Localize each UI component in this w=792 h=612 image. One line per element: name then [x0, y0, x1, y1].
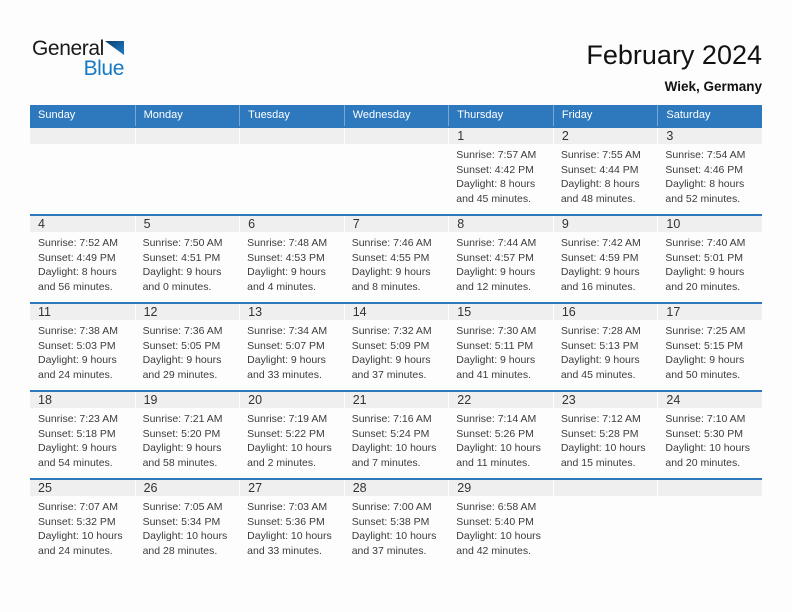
day-cell: [657, 128, 762, 214]
day-number-strip: [30, 304, 135, 320]
day-details: [30, 496, 135, 558]
sunrise-text: Sunrise: 7:46 AM: [351, 237, 432, 249]
sunset-text: Sunset: 4:57 PM: [456, 251, 534, 264]
sunrise-text: Sunrise: 7:07 AM: [38, 501, 118, 513]
day-cell: [553, 304, 658, 390]
sunset-text: Sunset: 5:03 PM: [38, 339, 116, 352]
day-number: 13: [248, 305, 263, 319]
daylight-text: Daylight: 9 hours and 37 minutes.: [351, 354, 431, 381]
sunrise-text: Sunrise: 7:54 AM: [665, 149, 746, 161]
daylight-text: Daylight: 9 hours and 4 minutes.: [247, 266, 326, 293]
day-cell: [344, 480, 449, 566]
day-number-strip: [344, 128, 449, 144]
day-number-strip: [135, 480, 240, 496]
day-number: 16: [561, 305, 576, 319]
sunset-text: Sunset: 5:22 PM: [247, 427, 325, 440]
logo-text-general: General: [32, 37, 104, 60]
day-number-strip: [239, 304, 344, 320]
day-details: [553, 144, 658, 206]
day-number: 17: [666, 305, 681, 319]
sunset-text: Sunset: 4:59 PM: [560, 251, 639, 264]
day-details: [344, 496, 449, 558]
daylight-text: Daylight: 9 hours and 29 minutes.: [142, 354, 222, 381]
day-cell: [344, 304, 449, 390]
sunrise-text: Sunrise: 7:32 AM: [351, 325, 432, 337]
sunrise-text: Sunrise: 7:52 AM: [38, 237, 118, 249]
day-details: [135, 232, 240, 294]
day-cell: [30, 128, 135, 214]
day-number-strip: [448, 304, 553, 320]
sunset-text: Sunset: 5:36 PM: [247, 515, 325, 528]
daylight-text: Daylight: 9 hours and 58 minutes.: [142, 442, 222, 469]
daylight-text: Daylight: 10 hours and 42 minutes.: [456, 530, 541, 557]
sunrise-text: Sunrise: 7:48 AM: [247, 237, 328, 249]
sunrise-text: Sunrise: 7:10 AM: [665, 413, 746, 425]
daylight-text: Daylight: 10 hours and 2 minutes.: [247, 442, 332, 469]
day-number-strip: [30, 480, 135, 496]
day-cell: [448, 128, 553, 214]
day-number: 23: [561, 393, 576, 407]
day-cell: [657, 304, 762, 390]
day-details: [135, 496, 240, 558]
day-cell: [135, 480, 240, 566]
weekday-header-tuesday: Tuesday: [239, 105, 344, 126]
sunset-text: Sunset: 5:30 PM: [665, 427, 744, 440]
calendar: [30, 105, 762, 566]
day-number: 6: [248, 217, 256, 231]
day-number: 3: [666, 129, 674, 143]
calendar-grid: [30, 126, 762, 566]
daylight-text: Daylight: 9 hours and 20 minutes.: [665, 266, 745, 293]
day-cell: [344, 216, 449, 302]
daylight-text: Daylight: 10 hours and 24 minutes.: [38, 530, 123, 557]
day-details: [448, 144, 553, 206]
logo-wordmark-general: [32, 38, 124, 59]
weekday-header-sunday: Sunday: [38, 109, 76, 121]
sunrise-text: Sunrise: 7:38 AM: [38, 325, 118, 337]
day-number-strip: [553, 392, 658, 408]
page-location: Wiek, Germany: [664, 79, 762, 94]
day-number-strip: [135, 128, 240, 144]
daylight-text: Daylight: 9 hours and 41 minutes.: [456, 354, 536, 381]
sunset-text: Sunset: 5:13 PM: [560, 339, 639, 352]
sunrise-text: Sunrise: 7:00 AM: [351, 501, 432, 513]
sunrise-text: Sunrise: 7:21 AM: [142, 413, 223, 425]
daylight-text: Daylight: 10 hours and 7 minutes.: [351, 442, 437, 469]
daylight-text: Daylight: 9 hours and 50 minutes.: [665, 354, 745, 381]
day-details: [657, 320, 762, 382]
day-details: [344, 144, 449, 148]
sunrise-text: Sunrise: 7:03 AM: [247, 501, 328, 513]
weekday-header-thursday: Thursday: [448, 105, 553, 126]
day-number: 26: [143, 481, 158, 495]
day-details: [657, 232, 762, 294]
sunset-text: Sunset: 5:18 PM: [38, 427, 116, 440]
day-cell: [30, 216, 135, 302]
day-cell: [448, 304, 553, 390]
sunset-text: Sunset: 5:40 PM: [456, 515, 534, 528]
day-number: 7: [352, 217, 360, 231]
day-number-strip: [135, 392, 240, 408]
day-details: [30, 320, 135, 382]
daylight-text: Daylight: 9 hours and 54 minutes.: [38, 442, 117, 469]
daylight-text: Daylight: 9 hours and 12 minutes.: [456, 266, 536, 293]
day-number-strip: [657, 304, 762, 320]
day-details: [30, 144, 135, 148]
sunset-text: Sunset: 5:11 PM: [456, 339, 534, 352]
day-cell: [239, 304, 344, 390]
day-number: 27: [248, 481, 263, 495]
day-details: [657, 496, 762, 500]
day-cell: [448, 392, 553, 478]
daylight-text: Daylight: 9 hours and 33 minutes.: [247, 354, 326, 381]
day-details: [448, 232, 553, 294]
day-details: [239, 232, 344, 294]
daylight-text: Daylight: 9 hours and 0 minutes.: [142, 266, 222, 293]
day-cell: [553, 392, 658, 478]
day-cell: [135, 392, 240, 478]
day-details: [344, 232, 449, 294]
day-number-strip: [239, 216, 344, 232]
weekday-header-row: [30, 105, 762, 126]
sunrise-text: Sunrise: 7:25 AM: [665, 325, 746, 337]
week-row: [30, 390, 762, 478]
day-number: 12: [143, 305, 158, 319]
day-cell: [344, 128, 449, 214]
day-details: [135, 320, 240, 382]
day-details: [135, 144, 240, 148]
day-number-strip: [657, 392, 762, 408]
day-details: [239, 496, 344, 558]
day-number-strip: [553, 128, 658, 144]
day-number: 4: [38, 217, 45, 231]
daylight-text: Daylight: 8 hours and 48 minutes.: [560, 178, 640, 205]
sunset-text: Sunset: 5:05 PM: [142, 339, 221, 352]
sunset-text: Sunset: 4:44 PM: [560, 163, 639, 176]
daylight-text: Daylight: 10 hours and 15 minutes.: [560, 442, 646, 469]
day-number: 15: [457, 305, 472, 319]
day-cell: [135, 216, 240, 302]
weekday-header-saturday: Saturday: [657, 105, 762, 126]
day-details: [30, 232, 135, 294]
sunrise-text: Sunrise: 7:57 AM: [456, 149, 537, 161]
day-number: 10: [666, 217, 681, 231]
sunset-text: Sunset: 4:53 PM: [247, 251, 325, 264]
day-details: [239, 144, 344, 148]
day-cell: [448, 216, 553, 302]
day-number-strip: [657, 480, 762, 496]
weekday-header-monday: Monday: [135, 105, 240, 126]
day-number: 20: [248, 393, 263, 407]
day-cell: [239, 480, 344, 566]
day-number: 19: [143, 393, 158, 407]
logo-triangle-icon: [105, 41, 124, 55]
sunrise-text: Sunrise: 7:14 AM: [456, 413, 537, 425]
day-cell: [553, 480, 658, 566]
sunset-text: Sunset: 4:55 PM: [351, 251, 430, 264]
day-number-strip: [657, 216, 762, 232]
sunrise-text: Sunrise: 7:05 AM: [142, 501, 223, 513]
week-row: [30, 302, 762, 390]
day-details: [239, 320, 344, 382]
day-cell: [135, 128, 240, 214]
day-details: [553, 232, 658, 294]
day-details: [448, 496, 553, 558]
day-cell: [239, 216, 344, 302]
day-number-strip: [239, 128, 344, 144]
daylight-text: Daylight: 9 hours and 24 minutes.: [38, 354, 117, 381]
sunset-text: Sunset: 5:09 PM: [351, 339, 430, 352]
day-cell: [553, 128, 658, 214]
day-cell: [239, 392, 344, 478]
daylight-text: Daylight: 8 hours and 52 minutes.: [665, 178, 745, 205]
sunrise-text: Sunrise: 7:28 AM: [560, 325, 641, 337]
day-details: [448, 408, 553, 470]
day-cell: [30, 392, 135, 478]
day-number-strip: [448, 392, 553, 408]
day-number: 2: [561, 129, 569, 143]
day-number-strip: [30, 392, 135, 408]
day-cell: [553, 216, 658, 302]
day-details: [448, 320, 553, 382]
day-number: 22: [457, 393, 472, 407]
sunset-text: Sunset: 5:26 PM: [456, 427, 534, 440]
sunrise-text: Sunrise: 7:23 AM: [38, 413, 118, 425]
day-number-strip: [553, 480, 658, 496]
day-number: 8: [457, 217, 465, 231]
daylight-text: Daylight: 9 hours and 8 minutes.: [351, 266, 431, 293]
daylight-text: Daylight: 10 hours and 33 minutes.: [247, 530, 332, 557]
weekday-header-wednesday: Wednesday: [344, 105, 449, 126]
day-number: 24: [666, 393, 681, 407]
sunrise-text: Sunrise: 7:36 AM: [142, 325, 223, 337]
day-number: 25: [38, 481, 52, 495]
day-number: 1: [457, 129, 465, 143]
day-details: [553, 320, 658, 382]
day-details: [239, 408, 344, 470]
sunrise-text: Sunrise: 7:19 AM: [247, 413, 328, 425]
day-number: 9: [561, 217, 569, 231]
day-details: [344, 320, 449, 382]
day-cell: [448, 480, 553, 566]
sunset-text: Sunset: 5:07 PM: [247, 339, 325, 352]
day-number-strip: [239, 480, 344, 496]
day-number-strip: [135, 216, 240, 232]
day-cell: [657, 216, 762, 302]
day-cell: [30, 304, 135, 390]
day-number-strip: [344, 216, 449, 232]
daylight-text: Daylight: 8 hours and 56 minutes.: [38, 266, 117, 293]
day-number-strip: [135, 304, 240, 320]
sunset-text: Sunset: 5:28 PM: [560, 427, 639, 440]
day-number-strip: [448, 216, 553, 232]
day-number: 11: [38, 305, 51, 319]
sunset-text: Sunset: 5:20 PM: [142, 427, 221, 440]
sunset-text: Sunset: 5:32 PM: [38, 515, 116, 528]
sunrise-text: Sunrise: 7:50 AM: [142, 237, 223, 249]
sunrise-text: Sunrise: 7:55 AM: [560, 149, 641, 161]
day-number-strip: [553, 216, 658, 232]
day-number-strip: [30, 216, 135, 232]
daylight-text: Daylight: 10 hours and 20 minutes.: [665, 442, 751, 469]
day-details: [135, 408, 240, 470]
day-number: 28: [352, 481, 367, 495]
day-details: [657, 144, 762, 206]
day-cell: [239, 128, 344, 214]
day-number-strip: [30, 128, 135, 144]
day-cell: [135, 304, 240, 390]
day-cell: [30, 480, 135, 566]
sunset-text: Sunset: 5:34 PM: [142, 515, 221, 528]
day-number-strip: [657, 128, 762, 144]
day-details: [657, 408, 762, 470]
day-number-strip: [344, 392, 449, 408]
sunset-text: Sunset: 5:01 PM: [665, 251, 744, 264]
general-blue-logo: [32, 38, 124, 78]
sunrise-text: Sunrise: 7:16 AM: [351, 413, 432, 425]
day-number-strip: [553, 304, 658, 320]
day-number-strip: [344, 480, 449, 496]
weekday-header-friday: Friday: [553, 105, 658, 126]
sunrise-text: Sunrise: 7:12 AM: [560, 413, 641, 425]
sunset-text: Sunset: 5:15 PM: [665, 339, 744, 352]
daylight-text: Daylight: 10 hours and 37 minutes.: [351, 530, 437, 557]
day-details: [30, 408, 135, 470]
daylight-text: Daylight: 8 hours and 45 minutes.: [456, 178, 536, 205]
page-title: February 2024: [586, 40, 762, 70]
sunrise-text: Sunrise: 6:58 AM: [456, 501, 537, 513]
sunrise-text: Sunrise: 7:30 AM: [456, 325, 537, 337]
sunrise-text: Sunrise: 7:34 AM: [247, 325, 328, 337]
day-details: [344, 408, 449, 470]
day-number: 18: [38, 393, 52, 407]
day-number: 14: [352, 305, 367, 319]
day-number-strip: [448, 128, 553, 144]
day-cell: [657, 480, 762, 566]
day-number: 5: [143, 217, 151, 231]
day-details: [553, 408, 658, 470]
day-cell: [344, 392, 449, 478]
sunset-text: Sunset: 5:38 PM: [351, 515, 430, 528]
daylight-text: Daylight: 9 hours and 16 minutes.: [560, 266, 640, 293]
sunset-text: Sunset: 4:51 PM: [142, 251, 221, 264]
sunset-text: Sunset: 4:46 PM: [665, 163, 744, 176]
sunset-text: Sunset: 4:49 PM: [38, 251, 116, 264]
week-row: [30, 478, 762, 566]
day-number-strip: [344, 304, 449, 320]
day-number-strip: [239, 392, 344, 408]
logo-text-blue: Blue: [83, 57, 124, 80]
sunrise-text: Sunrise: 7:44 AM: [456, 237, 537, 249]
daylight-text: Daylight: 10 hours and 28 minutes.: [142, 530, 228, 557]
week-row: [30, 214, 762, 302]
daylight-text: Daylight: 9 hours and 45 minutes.: [560, 354, 640, 381]
sunrise-text: Sunrise: 7:42 AM: [560, 237, 641, 249]
sunset-text: Sunset: 5:24 PM: [351, 427, 430, 440]
sunset-text: Sunset: 4:42 PM: [456, 163, 534, 176]
daylight-text: Daylight: 10 hours and 11 minutes.: [456, 442, 541, 469]
day-number: 21: [352, 393, 367, 407]
day-details: [553, 496, 658, 500]
day-number-strip: [448, 480, 553, 496]
day-cell: [657, 392, 762, 478]
week-row: [30, 126, 762, 214]
day-number: 29: [457, 481, 472, 495]
sunrise-text: Sunrise: 7:40 AM: [665, 237, 746, 249]
